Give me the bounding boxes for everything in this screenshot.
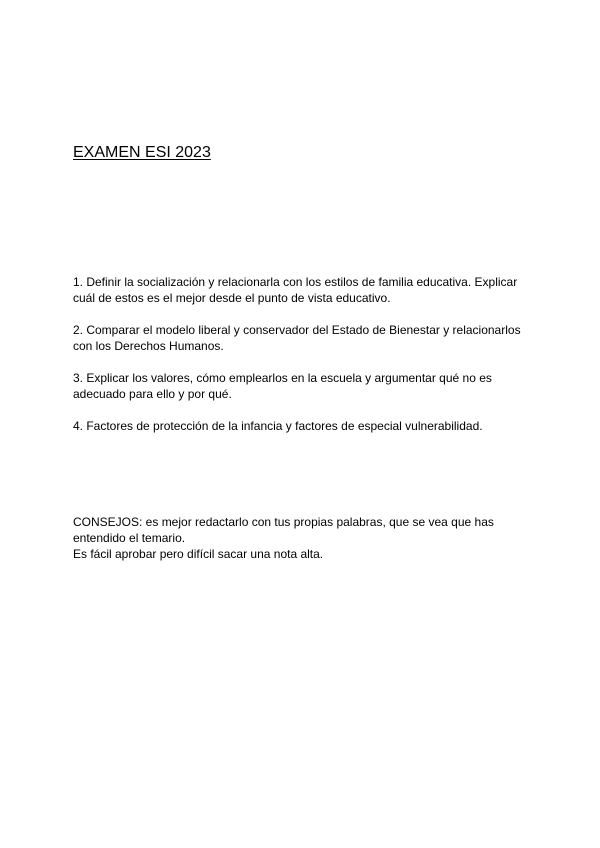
question-1: 1. Definir la socialización y relacionarla con los estilos de familia educativa. Explicar cuál de estos es el mejor desde el punto de vista educativo.: [73, 275, 518, 305]
question-2: 2. Comparar el modelo liberal y conservador del Estado de Bienestar y relacionarlos con los Derechos Humanos.: [73, 323, 521, 353]
question-4: 4. Factores de protección de la infancia y factores de especial vulnerabilidad.: [73, 419, 483, 433]
page-title: EXAMEN ESI 2023: [73, 144, 211, 161]
question-3: 3. Explicar los valores, cómo emplearlos en la escuela y argumentar qué no es adecuado para ello y por qué.: [73, 371, 492, 401]
advice-paragraph: CONSEJOS: es mejor redactarlo con tus propias palabras, que se vea que has entendido el temario.: [73, 515, 494, 545]
advice-note: Es fácil aprobar pero difícil sacar una nota alta.: [73, 547, 324, 561]
